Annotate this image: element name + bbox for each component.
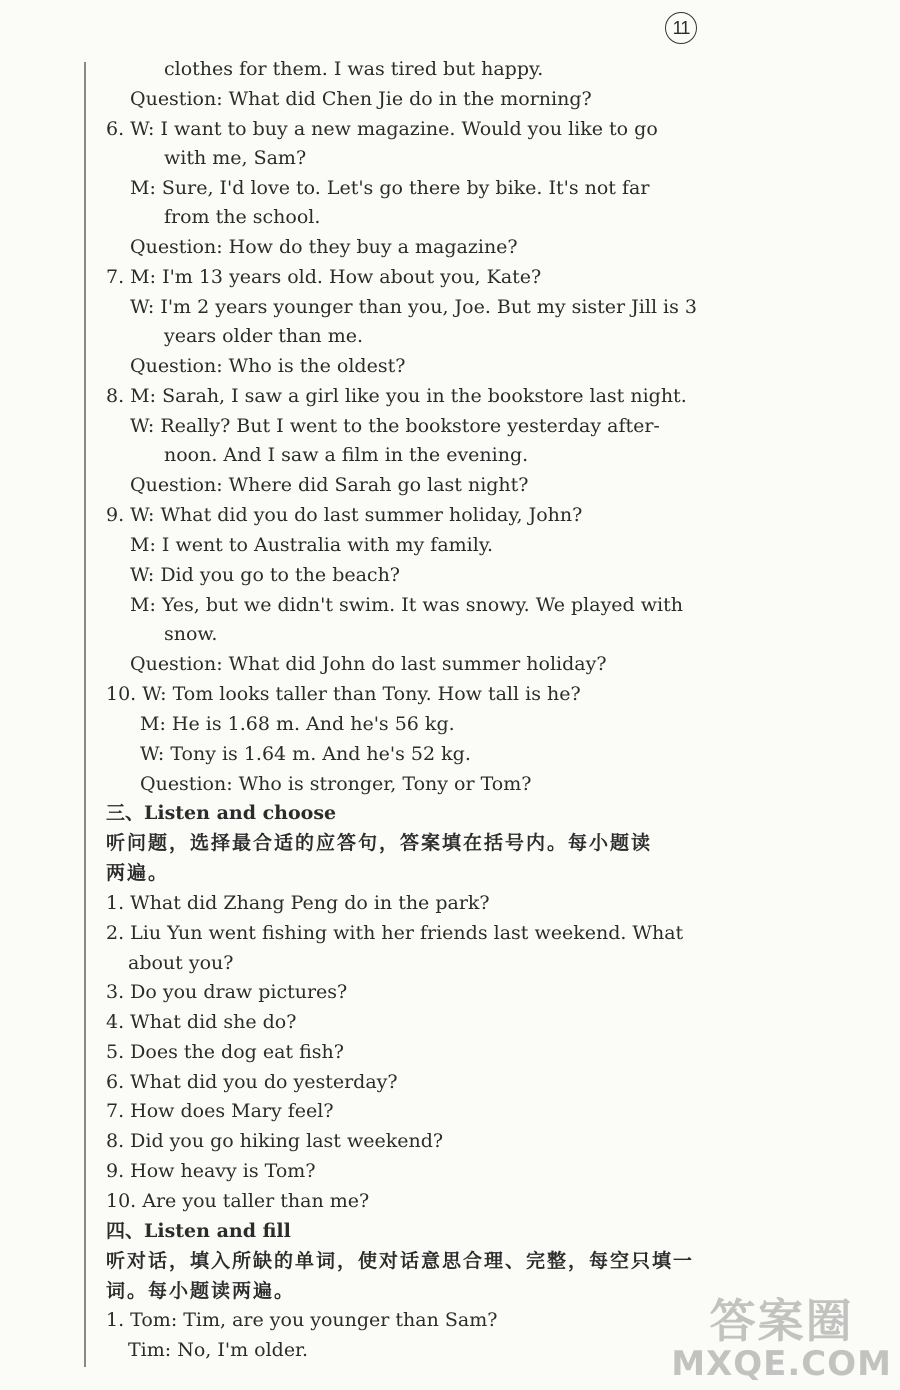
- section-heading: 三、Listen and choose: [106, 802, 337, 824]
- question-item: 9. How heavy is Tom?: [106, 1160, 316, 1182]
- watermark-cn: 答案圈: [709, 1294, 854, 1348]
- section-instruction: 听问题，选择最合适的应答句，答案填在括号内。每小题读: [106, 832, 653, 854]
- text-line: years older than me.: [164, 325, 363, 347]
- dialogue-line: M: I went to Australia with my family.: [130, 534, 494, 556]
- question-item: about you?: [128, 952, 234, 974]
- section-instruction: 两遍。: [106, 862, 170, 884]
- watermark-en: MXQE.COM: [671, 1344, 892, 1384]
- section-instruction: 词。每小题读两遍。: [106, 1280, 296, 1302]
- question-item: 10. Are you taller than me?: [106, 1190, 370, 1212]
- dialogue-line: M: Sure, I'd love to. Let's go there by bike. It's not far: [130, 177, 650, 199]
- question-item: 8. Did you go hiking last weekend?: [106, 1130, 444, 1152]
- text-line: from the school.: [164, 206, 321, 228]
- dialogue-line: W: Really? But I went to the bookstore yesterday after-: [130, 415, 660, 437]
- question-line: Question: Who is the oldest?: [130, 355, 406, 377]
- dialogue-line: W: Did you go to the beach?: [130, 564, 400, 586]
- dialogue-line: 8. M: Sarah, I saw a girl like you in the bookstore last night.: [106, 385, 687, 407]
- dialogue-line: 10. W: Tom looks taller than Tony. How tall is he?: [106, 683, 581, 705]
- text-line: clothes for them. I was tired but happy.: [164, 58, 544, 80]
- section-instruction: 听对话，填入所缺的单词，使对话意思合理、完整，每空只填一: [106, 1250, 695, 1272]
- dialogue-line: M: Yes, but we didn't swim. It was snowy. We played with: [130, 594, 683, 616]
- dialogue-line: 6. W: I want to buy a new magazine. Would you like to go: [106, 118, 658, 140]
- dialogue-line: 7. M: I'm 13 years old. How about you, Kate?: [106, 266, 542, 288]
- question-item: 2. Liu Yun went fishing with her friends last weekend. What: [106, 922, 684, 944]
- text-line: with me, Sam?: [164, 147, 307, 169]
- dialogue-line: W: Tony is 1.64 m. And he's 52 kg.: [140, 743, 471, 765]
- question-line: Question: What did Chen Jie do in the morning?: [130, 88, 592, 110]
- question-line: Question: How do they buy a magazine?: [130, 236, 518, 258]
- text-line: snow.: [164, 623, 218, 645]
- question-item: 6. What did you do yesterday?: [106, 1071, 398, 1093]
- question-item: 4. What did she do?: [106, 1011, 297, 1033]
- page-number: 11: [665, 12, 697, 44]
- dialogue-line: Tim: No, I'm older.: [128, 1339, 309, 1361]
- watermark: [671, 1296, 892, 1382]
- question-line: Question: Who is stronger, Tony or Tom?: [140, 773, 532, 795]
- dialogue-line: W: I'm 2 years younger than you, Joe. But my sister Jill is 3: [130, 296, 698, 318]
- question-line: Question: What did John do last summer holiday?: [130, 653, 607, 675]
- dialogue-line: M: He is 1.68 m. And he's 56 kg.: [140, 713, 455, 735]
- dialogue-line: 9. W: What did you do last summer holiday, John?: [106, 504, 583, 526]
- question-line: Question: Where did Sarah go last night?: [130, 474, 529, 496]
- question-item: 1. What did Zhang Peng do in the park?: [106, 892, 490, 914]
- question-item: 3. Do you draw pictures?: [106, 981, 348, 1003]
- question-item: 7. How does Mary feel?: [106, 1100, 334, 1122]
- question-item: 5. Does the dog eat fish?: [106, 1041, 344, 1063]
- dialogue-line: 1. Tom: Tim, are you younger than Sam?: [106, 1309, 498, 1331]
- text-line: noon. And I saw a film in the evening.: [164, 444, 529, 466]
- margin-rule: [84, 62, 86, 1367]
- section-heading: 四、Listen and fill: [106, 1220, 291, 1242]
